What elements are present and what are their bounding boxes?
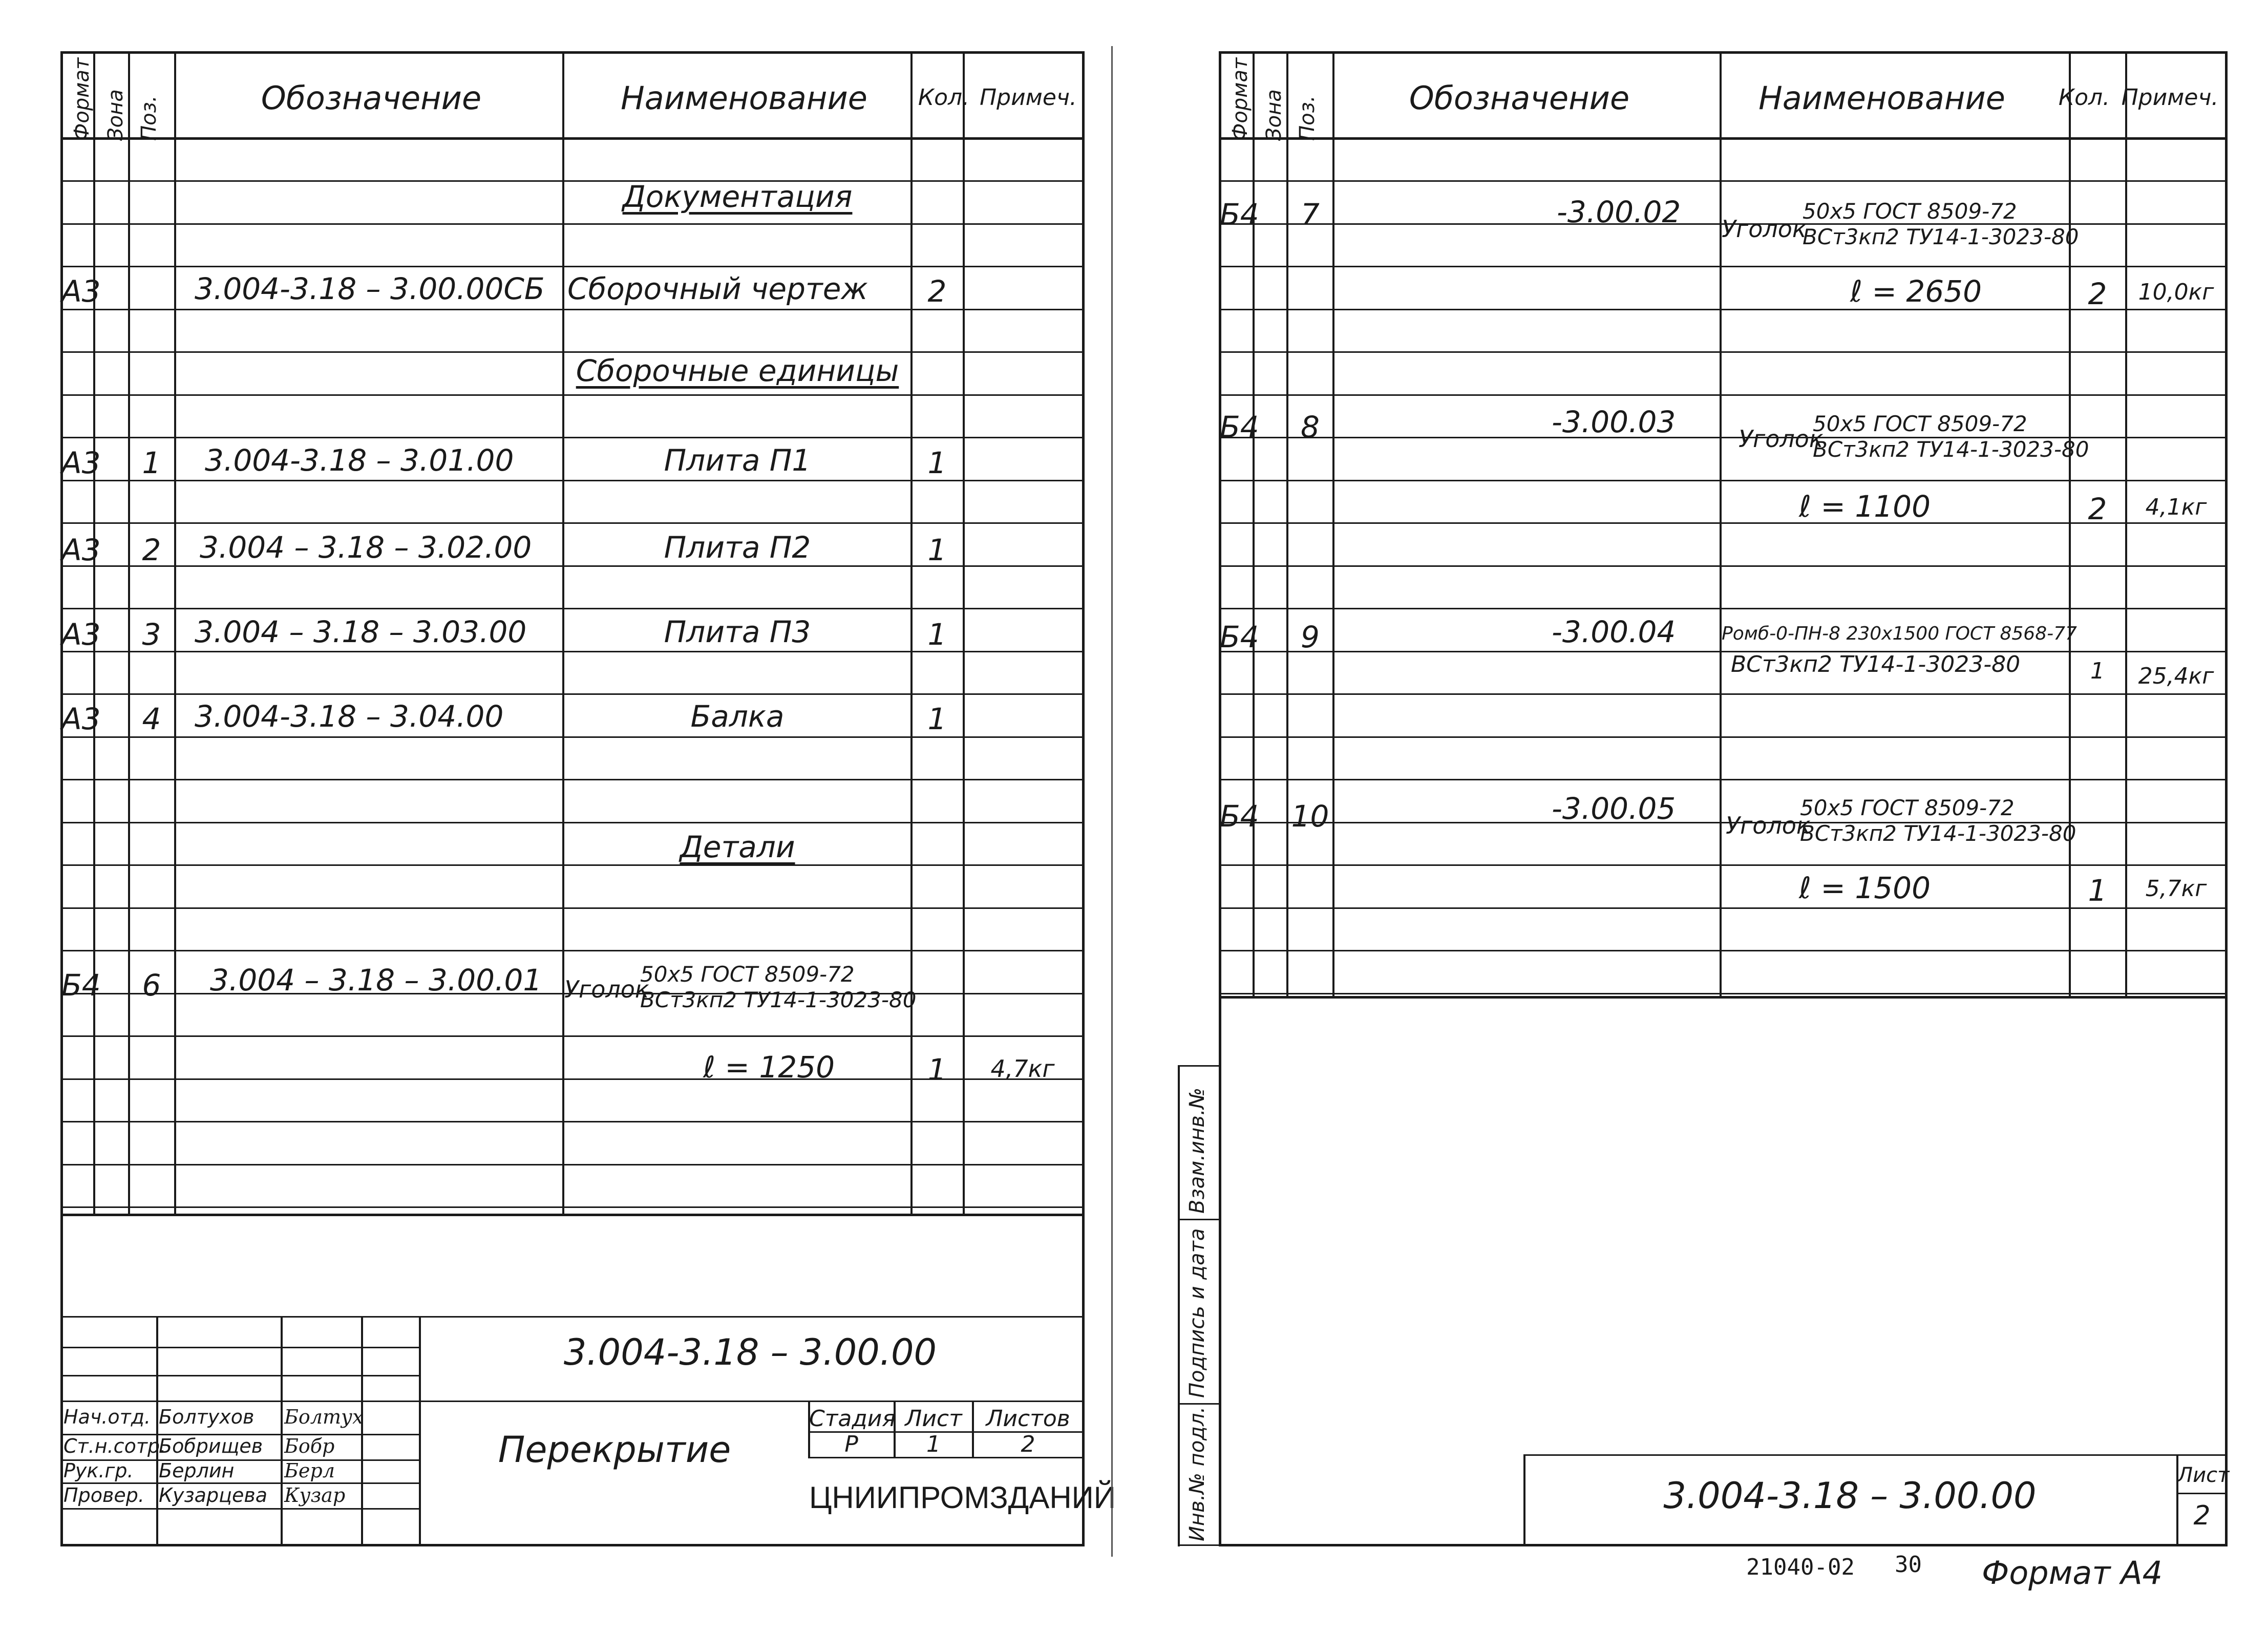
right-col-4 xyxy=(1720,51,1722,996)
row-name: Плита П2 xyxy=(664,530,811,565)
row-qty: 1 xyxy=(2090,658,2105,684)
header-qty: Кол. xyxy=(918,84,970,111)
side-strip-top xyxy=(1178,1065,1219,1067)
left-header-bottom xyxy=(60,137,1085,140)
left-row-rule xyxy=(60,779,1085,780)
row-name: Сборочный чертеж xyxy=(567,271,868,306)
row-designation: -3.00.02 xyxy=(1557,195,1681,229)
row-format: А3 xyxy=(61,533,101,567)
tb-sheet-label: Лист xyxy=(905,1406,962,1432)
row-name: Плита П3 xyxy=(664,614,811,649)
row-format: А3 xyxy=(61,617,101,652)
header-qty: Кол. xyxy=(2058,84,2110,111)
header-format: Формат xyxy=(70,57,94,141)
row-name: ℓ = 1250 xyxy=(703,1050,835,1085)
row-pos: 4 xyxy=(142,702,161,736)
right-col-6 xyxy=(2125,51,2127,996)
right-row-rule xyxy=(1219,736,2228,738)
row-note: 4,1кг xyxy=(2145,494,2207,520)
row-qty: 1 xyxy=(927,702,947,736)
row-pos: 2 xyxy=(142,533,161,567)
right-row-rule xyxy=(1219,779,2228,780)
row-qty: 1 xyxy=(2088,873,2107,908)
tb-surname: Бобрищев xyxy=(159,1435,263,1457)
row-name-bottom: ВСт3кп2 ТУ14-1-3023-80 xyxy=(1803,224,2079,249)
left-row-rule xyxy=(60,1121,1085,1122)
left-row-rule xyxy=(60,1035,1085,1037)
row-name-main: Уголок xyxy=(564,975,649,1003)
right-row-rule xyxy=(1219,864,2228,866)
left-table-bottom xyxy=(60,1214,1085,1216)
left-col-3 xyxy=(174,51,176,1214)
left-row-rule xyxy=(60,266,1085,267)
tb-stage: Р xyxy=(844,1431,858,1457)
fold-line xyxy=(1111,46,1113,1557)
left-row-rule xyxy=(60,693,1085,695)
rtb-sheet-label: Лист xyxy=(2177,1464,2230,1487)
row-name-bottom: ВСт3кп2 ТУ14-1-3023-80 xyxy=(640,987,917,1012)
right-sheet xyxy=(1219,51,2228,1546)
row-name-top: 50х5 ГОСТ 8509-72 xyxy=(1803,199,2017,224)
row-designation: 3.004 – 3.18 – 3.00.01 xyxy=(210,963,542,998)
row-designation: -3.00.04 xyxy=(1552,614,1676,649)
tb-signature: Бобр xyxy=(284,1435,335,1457)
left-row-rule xyxy=(60,822,1085,823)
tb-role: Нач.отд. xyxy=(63,1406,151,1428)
row-name-bottom: ВСт3кп2 ТУ14-1-3023-80 xyxy=(1813,437,2089,462)
rtb-doc-code: 3.004-3.18 – 3.00.00 xyxy=(1663,1475,2037,1517)
right-row-rule xyxy=(1219,480,2228,481)
tb-title: Перекрытие xyxy=(498,1429,731,1471)
row-qty: 2 xyxy=(2088,277,2107,311)
row-name-top: 50х5 ГОСТ 8509-72 xyxy=(1813,411,2027,436)
tb-col-c xyxy=(361,1316,363,1546)
right-row-rule xyxy=(1219,565,2228,567)
row-pos: 6 xyxy=(142,968,161,1003)
row-name-bottom: ВСт3кп2 ТУ14-1-3023-80 xyxy=(1800,821,2076,846)
row-designation: -3.00.05 xyxy=(1552,791,1676,826)
left-row-rule xyxy=(60,309,1085,310)
tb-col-b xyxy=(281,1316,283,1546)
header-pos: Поз. xyxy=(137,95,161,141)
row-format: А3 xyxy=(61,446,101,480)
row-name: ℓ = 1100 xyxy=(1798,489,1931,524)
header-format: Формат xyxy=(1228,57,1252,141)
left-row-rule xyxy=(60,907,1085,909)
footer-page: 30 xyxy=(1895,1552,1922,1578)
tb-role: Провер. xyxy=(63,1484,144,1507)
right-row-rule xyxy=(1219,993,2228,994)
row-name-top: 50х5 ГОСТ 8509-72 xyxy=(1800,795,2015,820)
footer-code: 21040-02 xyxy=(1746,1554,1855,1580)
row-pos: 9 xyxy=(1301,620,1320,654)
right-header-bottom xyxy=(1219,137,2228,140)
left-col-6 xyxy=(963,51,965,1214)
tb-signature: Болтух xyxy=(284,1406,364,1428)
right-row-rule xyxy=(1219,822,2228,823)
tb-role: Рук.гр. xyxy=(63,1459,134,1482)
tb-row-2 xyxy=(60,1375,419,1376)
side-strip-div-1 xyxy=(1178,1219,1219,1220)
row-designation: 3.004-3.18 – 3.00.00СБ xyxy=(195,271,545,306)
tb-doc-code: 3.004-3.18 – 3.00.00 xyxy=(563,1331,937,1373)
tb-surname: Кузарцева xyxy=(159,1484,268,1507)
rtb-top xyxy=(1523,1454,2228,1456)
row-pos: 7 xyxy=(1301,197,1320,232)
row-pos: 1 xyxy=(142,446,161,480)
row-name-main: Уголок xyxy=(1726,812,1811,839)
right-row-rule xyxy=(1219,266,2228,267)
row-section-assemblies: Сборочные единицы xyxy=(576,353,899,388)
tb-signature: Кузар xyxy=(284,1484,346,1507)
header-designation: Обозначение xyxy=(1409,79,1630,117)
tb-sheet: 1 xyxy=(926,1431,941,1457)
tb-sheets: 2 xyxy=(1021,1431,1035,1457)
side-strip-div-2 xyxy=(1178,1403,1219,1405)
row-section-documentation: Документация xyxy=(622,179,853,214)
tb-stage-label: Стадия xyxy=(809,1406,896,1432)
side-label-inv: Инв.№ подл. xyxy=(1185,1406,1209,1541)
right-row-rule xyxy=(1219,180,2228,182)
tb-role: Ст.н.сотр. xyxy=(63,1435,166,1457)
header-note: Примеч. xyxy=(980,84,1077,111)
row-qty: 2 xyxy=(2088,492,2107,526)
left-col-4 xyxy=(562,51,564,1214)
rtb-sheet-row xyxy=(2176,1493,2228,1494)
footer-format: Формат А4 xyxy=(1982,1554,2163,1592)
left-row-rule xyxy=(60,950,1085,951)
row-format: А3 xyxy=(61,702,101,736)
header-note: Примеч. xyxy=(2121,84,2219,111)
row-format: Б4 xyxy=(1220,410,1259,444)
side-label-sign: Подпись и дата xyxy=(1185,1228,1209,1398)
right-row-rule xyxy=(1219,608,2228,609)
row-name-main: Уголок xyxy=(1722,215,1807,243)
left-row-rule xyxy=(60,522,1085,524)
right-row-rule xyxy=(1219,394,2228,396)
row-name-top: Ромб-0-ПН-8 230х1500 ГОСТ 8568-77 xyxy=(1722,623,2077,644)
header-name: Наименование xyxy=(621,79,867,117)
tb-signature: Берл xyxy=(284,1459,335,1482)
row-name: Балка xyxy=(690,699,785,734)
right-col-2 xyxy=(1286,51,1288,996)
row-format: Б4 xyxy=(1220,197,1259,232)
header-name: Наименование xyxy=(1758,79,2005,117)
right-row-rule xyxy=(1219,351,2228,353)
tb-sheets-label: Листов xyxy=(986,1406,1070,1432)
left-row-rule xyxy=(60,736,1085,738)
row-name-bottom: ВСт3кп2 ТУ14-1-3023-80 xyxy=(1731,651,2021,677)
row-designation: 3.004-3.18 – 3.01.00 xyxy=(205,443,514,478)
tb-row-1 xyxy=(60,1347,419,1348)
row-name-top: 50х5 ГОСТ 8509-72 xyxy=(640,962,855,987)
row-note: 25,4кг xyxy=(2138,663,2214,689)
left-row-rule xyxy=(60,1206,1085,1208)
left-row-rule xyxy=(60,608,1085,609)
header-designation: Обозначение xyxy=(261,79,482,117)
side-label-replace: Взам.инв.№ xyxy=(1185,1087,1209,1214)
row-name: ℓ = 1500 xyxy=(1798,871,1931,905)
row-pos: 8 xyxy=(1301,410,1320,444)
row-pos: 10 xyxy=(1291,799,1329,834)
left-row-rule xyxy=(60,351,1085,353)
row-qty: 1 xyxy=(927,533,947,567)
right-row-rule xyxy=(1219,651,2228,652)
tb-row-7 xyxy=(60,1508,419,1510)
row-qty: 1 xyxy=(927,617,947,652)
right-col-3 xyxy=(1332,51,1334,996)
right-row-rule xyxy=(1219,950,2228,951)
row-format: Б4 xyxy=(1220,799,1259,834)
tb-org: ЦНИИПРОМЗДАНИЙ xyxy=(809,1480,1116,1515)
tb-surname: Болтухов xyxy=(159,1406,255,1428)
row-format: А3 xyxy=(61,274,101,309)
row-name: ℓ = 2650 xyxy=(1850,274,1982,309)
row-section-details: Детали xyxy=(680,830,795,864)
row-pos: 3 xyxy=(142,617,161,652)
tb-top-line xyxy=(60,1316,1085,1318)
side-strip-line xyxy=(1178,1065,1180,1546)
right-table-bottom xyxy=(1219,996,2228,999)
side-strip-bottom xyxy=(1178,1544,1219,1546)
left-row-rule xyxy=(60,437,1085,438)
row-qty: 2 xyxy=(927,274,947,309)
row-designation: 3.004 – 3.18 – 3.02.00 xyxy=(200,530,532,565)
tb-col-a xyxy=(156,1316,158,1546)
row-name: Плита П1 xyxy=(664,443,811,478)
left-row-rule xyxy=(60,864,1085,866)
row-name-main: Уголок xyxy=(1739,425,1824,453)
rtb-left xyxy=(1523,1454,1525,1546)
row-designation: 3.004-3.18 – 3.04.00 xyxy=(195,699,504,734)
right-row-rule xyxy=(1219,693,2228,695)
right-col-1 xyxy=(1253,51,1255,996)
row-format: Б4 xyxy=(1220,620,1259,654)
row-note: 5,7кг xyxy=(2145,876,2207,902)
left-row-rule xyxy=(60,394,1085,396)
row-qty: 1 xyxy=(927,446,947,480)
left-row-rule xyxy=(60,1164,1085,1165)
row-note: 4,7кг xyxy=(990,1055,1055,1083)
tb-surname: Берлин xyxy=(159,1459,235,1482)
row-qty: 1 xyxy=(927,1052,947,1087)
left-row-rule xyxy=(60,223,1085,225)
tb-row-3 xyxy=(60,1401,1085,1402)
row-designation: 3.004 – 3.18 – 3.03.00 xyxy=(195,614,527,649)
header-pos: Поз. xyxy=(1296,95,1319,141)
rtb-sheet: 2 xyxy=(2193,1500,2211,1531)
row-format: Б4 xyxy=(61,968,101,1003)
header-zone: Зона xyxy=(1262,89,1286,141)
row-note: 10,0кг xyxy=(2138,279,2214,305)
header-zone: Зона xyxy=(104,89,128,141)
row-designation: -3.00.03 xyxy=(1552,405,1676,439)
